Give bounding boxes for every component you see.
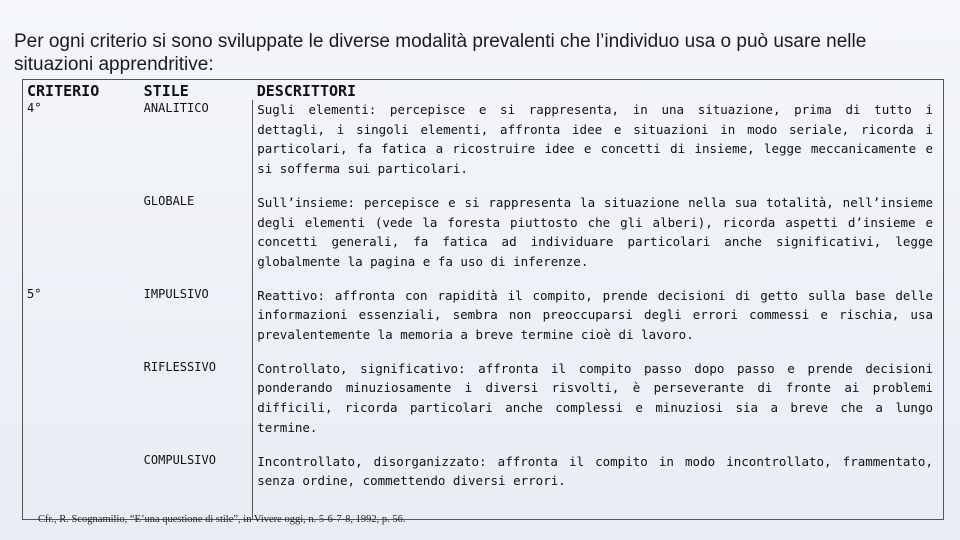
table-row — [23, 286, 944, 359]
cell-stile: COMPULSIVO — [143, 452, 216, 467]
table-row — [23, 100, 944, 193]
table-row — [23, 452, 944, 520]
cell-stile: GLOBALE — [143, 193, 195, 208]
cell-descrittori: Sull’insieme: percepisce e si rappresenta la situazione nella sua totalità, nell’insieme degli elementi (vede la foresta piuttosto che gli alberi), ricorda aspetti d’insieme e concetti generali, fa fatica ad individuare particolari anche significativi, legge globalmente la pagina e fa uso di inferenze. — [253, 193, 944, 286]
header-criterio: CRITERIO — [27, 82, 100, 100]
cell-descrittori: Controllato, significativo: affronta il compito passo dopo passo e prende decisioni ponderando minuziosamente i diversi risvolti, è perseverante di fronte ai problemi difficili, ricorda particolari anche complessi e minuziosi sia a breve che a lungo termine. — [253, 359, 944, 452]
cell-criterio: 4° — [27, 101, 42, 115]
cell-stile: ANALITICO — [143, 101, 209, 115]
cell-descrittori: Reattivo: affronta con rapidità il compito, prende decisioni di getto sulla base delle informazioni essenziali, sembra non preoccuparsi degli errori commessi e rischia, usa prevalentemente la memoria a breve termine cioè di lavoro. — [253, 286, 944, 359]
header-descrittori: DESCRITTORI — [256, 82, 357, 100]
cell-stile: IMPULSIVO — [143, 286, 209, 301]
table-row — [23, 359, 944, 452]
cell-descrittori: Incontrollato, disorganizzato: affronta il compito in modo incontrollato, frammentato, senza ordine, commettendo diversi errori. — [253, 452, 944, 520]
cell-criterio — [23, 193, 140, 286]
cell-criterio — [23, 452, 140, 520]
cell-stile: RIFLESSIVO — [143, 359, 216, 374]
criteria-table — [22, 79, 944, 520]
cell-descrittori: Sugli elementi: percepisce e si rappresenta, in una situazione, prima di tutto i dettagli, i singoli elementi, affronta idee e situazioni in modo seriale, ricorda i particolari, fa fatica a ricostruire idee e concetti di insieme, legge meccanicamente e si sofferma sui particolari. — [253, 100, 944, 193]
footnote-citation: Cfr., R. Scognamilio, “E’una questione di stile”, in Vivere oggi, n. 5-6-7-8, 1992, p. 56. — [38, 514, 406, 525]
table-header-row — [23, 80, 944, 101]
table-row — [23, 193, 944, 286]
intro-text: Per ogni criterio si sono sviluppate le diverse modalità prevalenti che l’individuo usa o può usare nelle situazioni apprendritive: — [14, 31, 867, 75]
cell-criterio — [23, 359, 140, 452]
header-stile: STILE — [143, 82, 189, 100]
cell-criterio: 5° — [27, 286, 42, 301]
